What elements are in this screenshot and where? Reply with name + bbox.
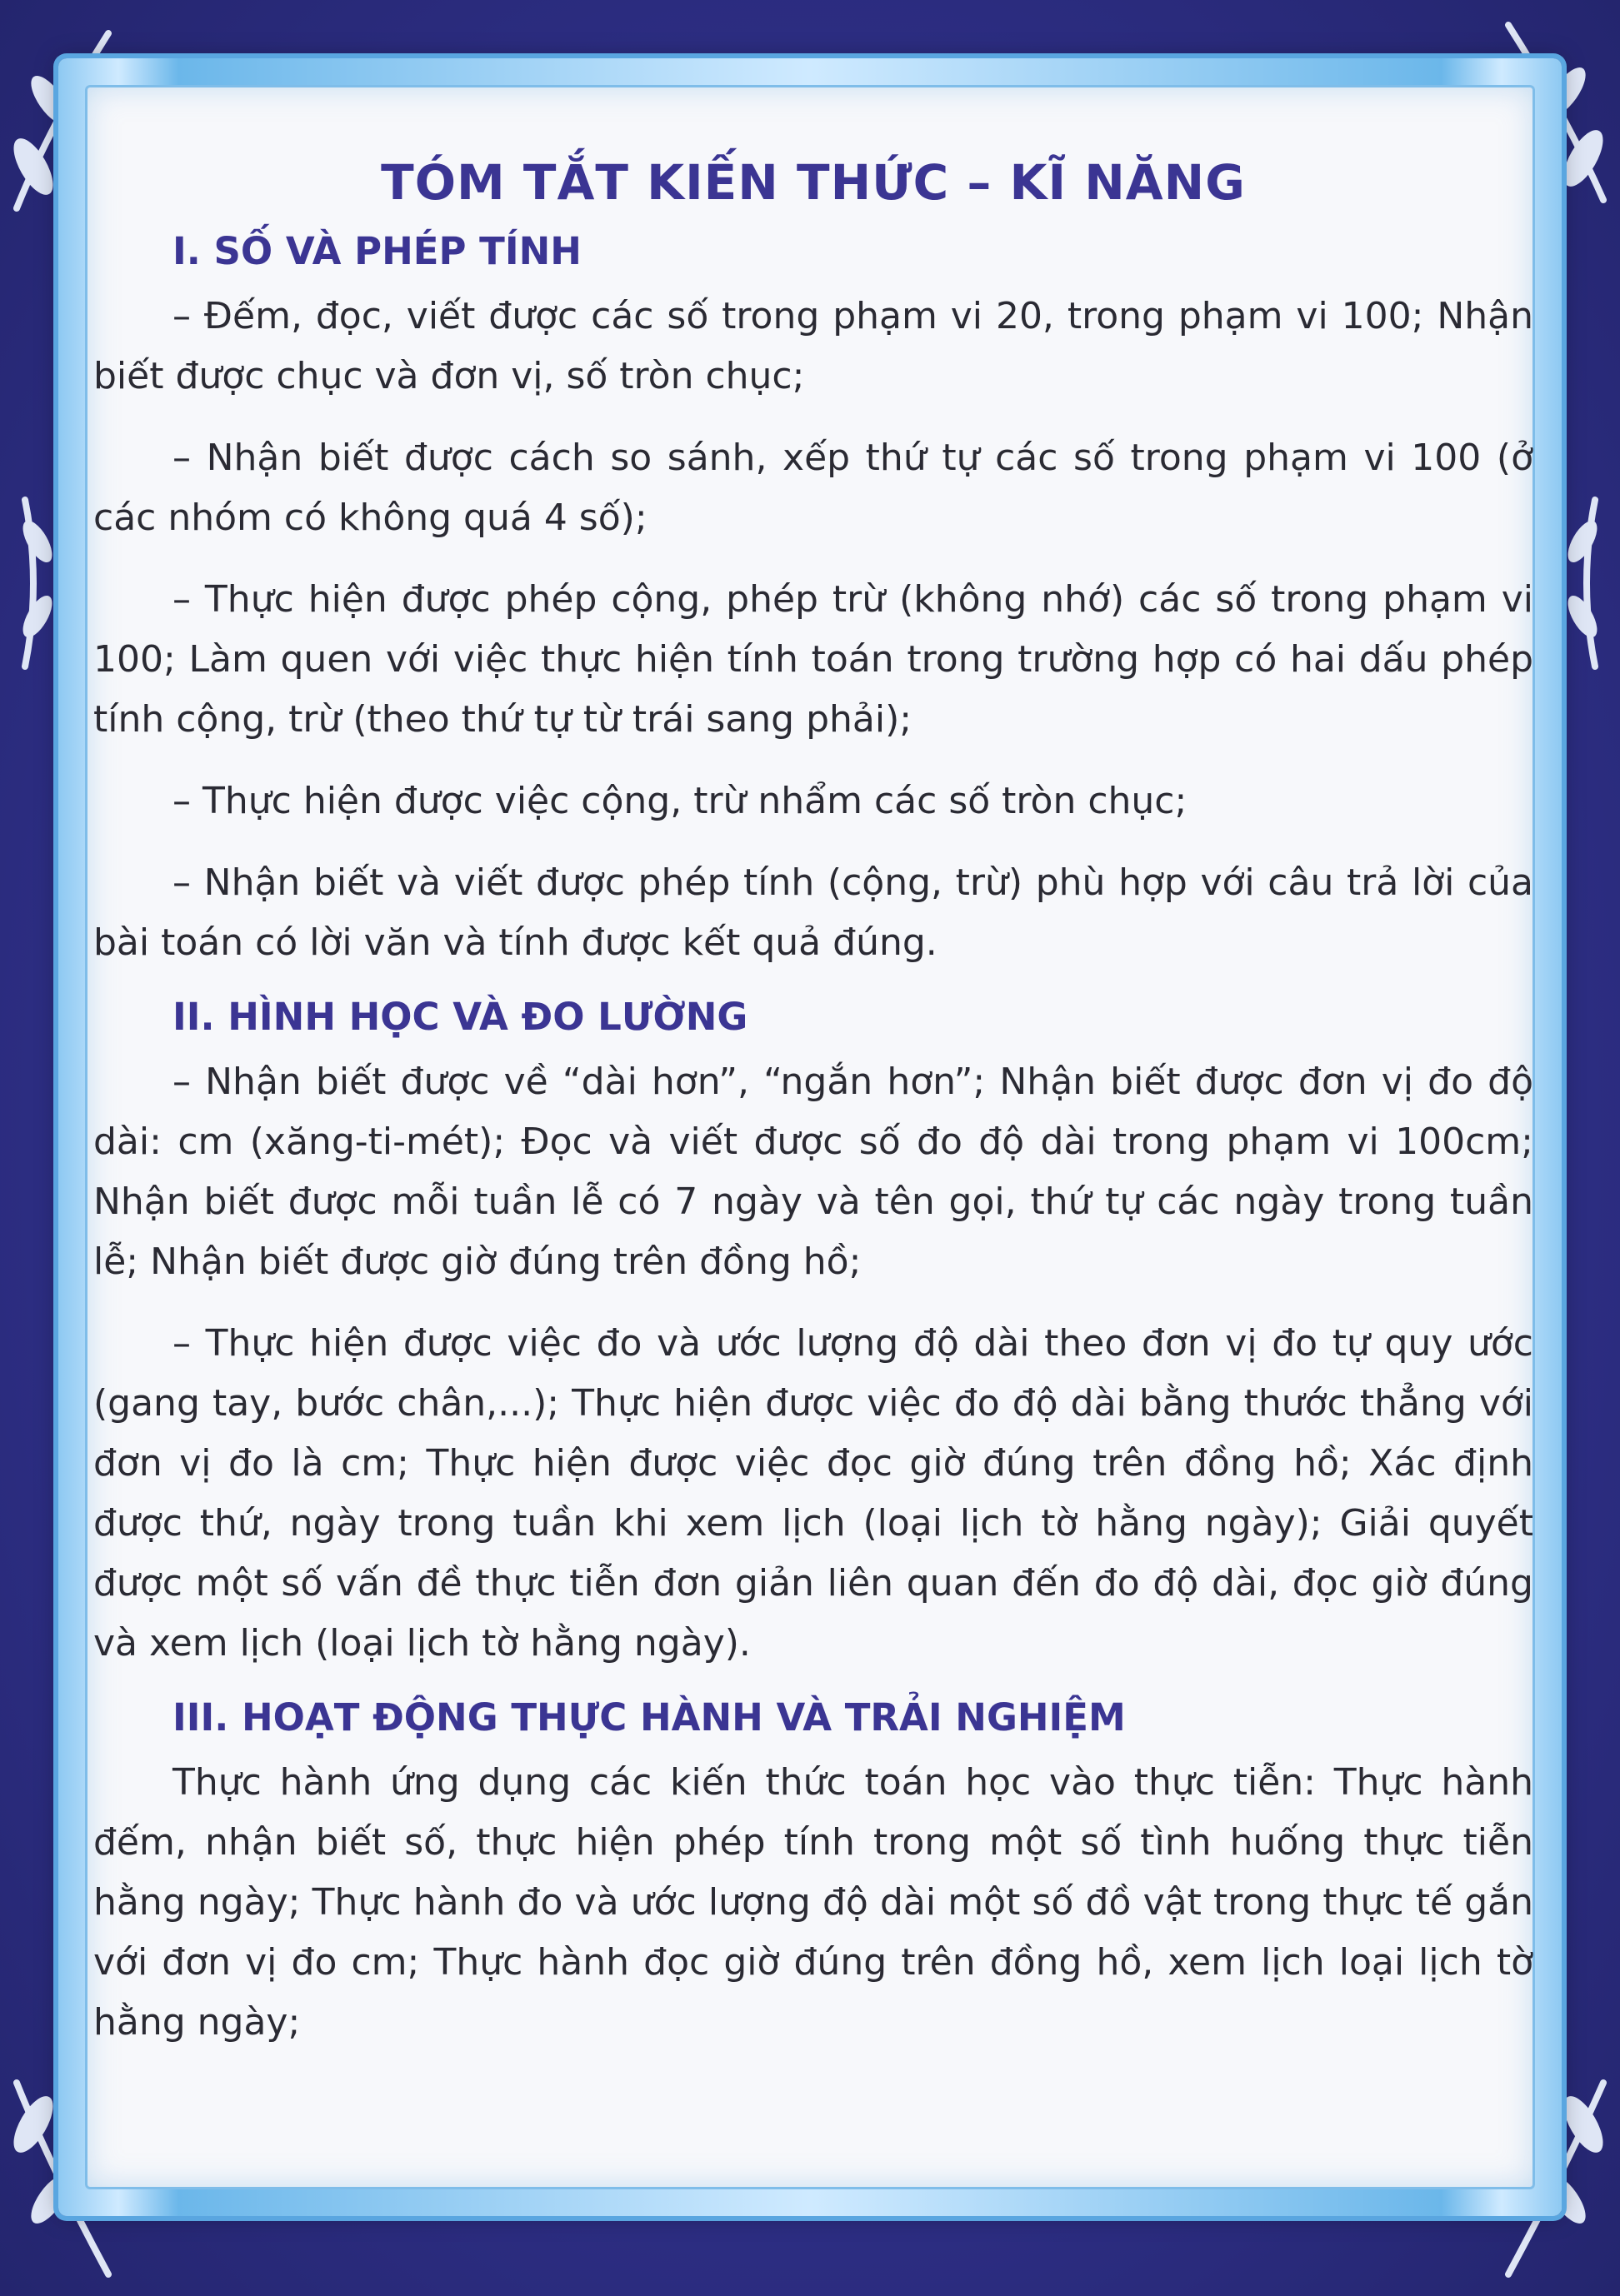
paragraph: – Thực hiện được phép cộng, phép trừ (không nhớ) các số trong phạm vi 100; Làm quen với việc thực hiện tính toán trong trường hợp có hai dấu phép tính cộng, trừ (theo thứ tự từ trái sang phải);: [93, 578, 1533, 741]
paragraph: – Thực hiện được việc cộng, trừ nhẩm các số tròn chục;: [172, 780, 1188, 822]
summary-content: [93, 154, 1533, 2074]
paragraph: Thực hành ứng dụng các kiến thức toán học vào thực tiễn: Thực hành đếm, nhận biết số, thực hiện phép tính trong một số tình huống thực tiễn hằng ngày; Thực hành đo và ước lượng độ dài một số đồ vật trong thực tế gắn với đơn vị đo cm; Thực hành đọc giờ đúng trên đồng hồ, xem lịch loại lịch tờ hằng ngày;: [93, 1761, 1533, 2044]
section-heading: I. SỐ VÀ PHÉP TÍNH: [172, 229, 582, 273]
paragraph: – Nhận biết được về “dài hơn”, “ngắn hơn”; Nhận biết được đơn vị đo độ dài: cm (xăng-ti-mét); Đọc và viết được số đo độ dài trong phạm vi 100cm; Nhận biết được mỗi tuần lễ có 7 ngày và tên gọi, thứ tự các ngày trong tuần lễ; Nhận biết được giờ đúng trên đồng hồ;: [93, 1061, 1533, 1283]
section-heading: III. HOẠT ĐỘNG THỰC HÀNH VÀ TRẢI NGHIỆM: [172, 1695, 1126, 1739]
paragraph: – Nhận biết và viết được phép tính (cộng, trừ) phù hợp với câu trả lời của bài toán có lời văn và tính được kết quả đúng.: [93, 861, 1533, 964]
paragraph: – Đếm, đọc, viết được các số trong phạm vi 20, trong phạm vi 100; Nhận biết được chục và đơn vị, số tròn chục;: [93, 295, 1533, 397]
section-heading: II. HÌNH HỌC VÀ ĐO LƯỜNG: [172, 995, 748, 1039]
paragraph: – Nhận biết được cách so sánh, xếp thứ tự các số trong phạm vi 100 (ở các nhóm có không quá 4 số);: [93, 437, 1533, 539]
paragraph: – Thực hiện được việc đo và ước lượng độ dài theo đơn vị đo tự quy ước (gang tay, bước chân,...); Thực hiện được việc đo độ dài bằng thước thẳng với đơn vị đo là cm; Thực hiện được việc đọc giờ đúng trên đồng hồ; Xác định được thứ, ngày trong tuần khi xem lịch (loại lịch tờ hằng ngày); Giải quyết được một số vấn đề thực tiễn đơn giản liên quan đến đo độ dài, đọc giờ đúng và xem lịch (loại lịch tờ hằng ngày).: [93, 1322, 1533, 1665]
page-title: TÓM TẮT KIẾN THỨC – KĨ NĂNG: [381, 154, 1246, 211]
